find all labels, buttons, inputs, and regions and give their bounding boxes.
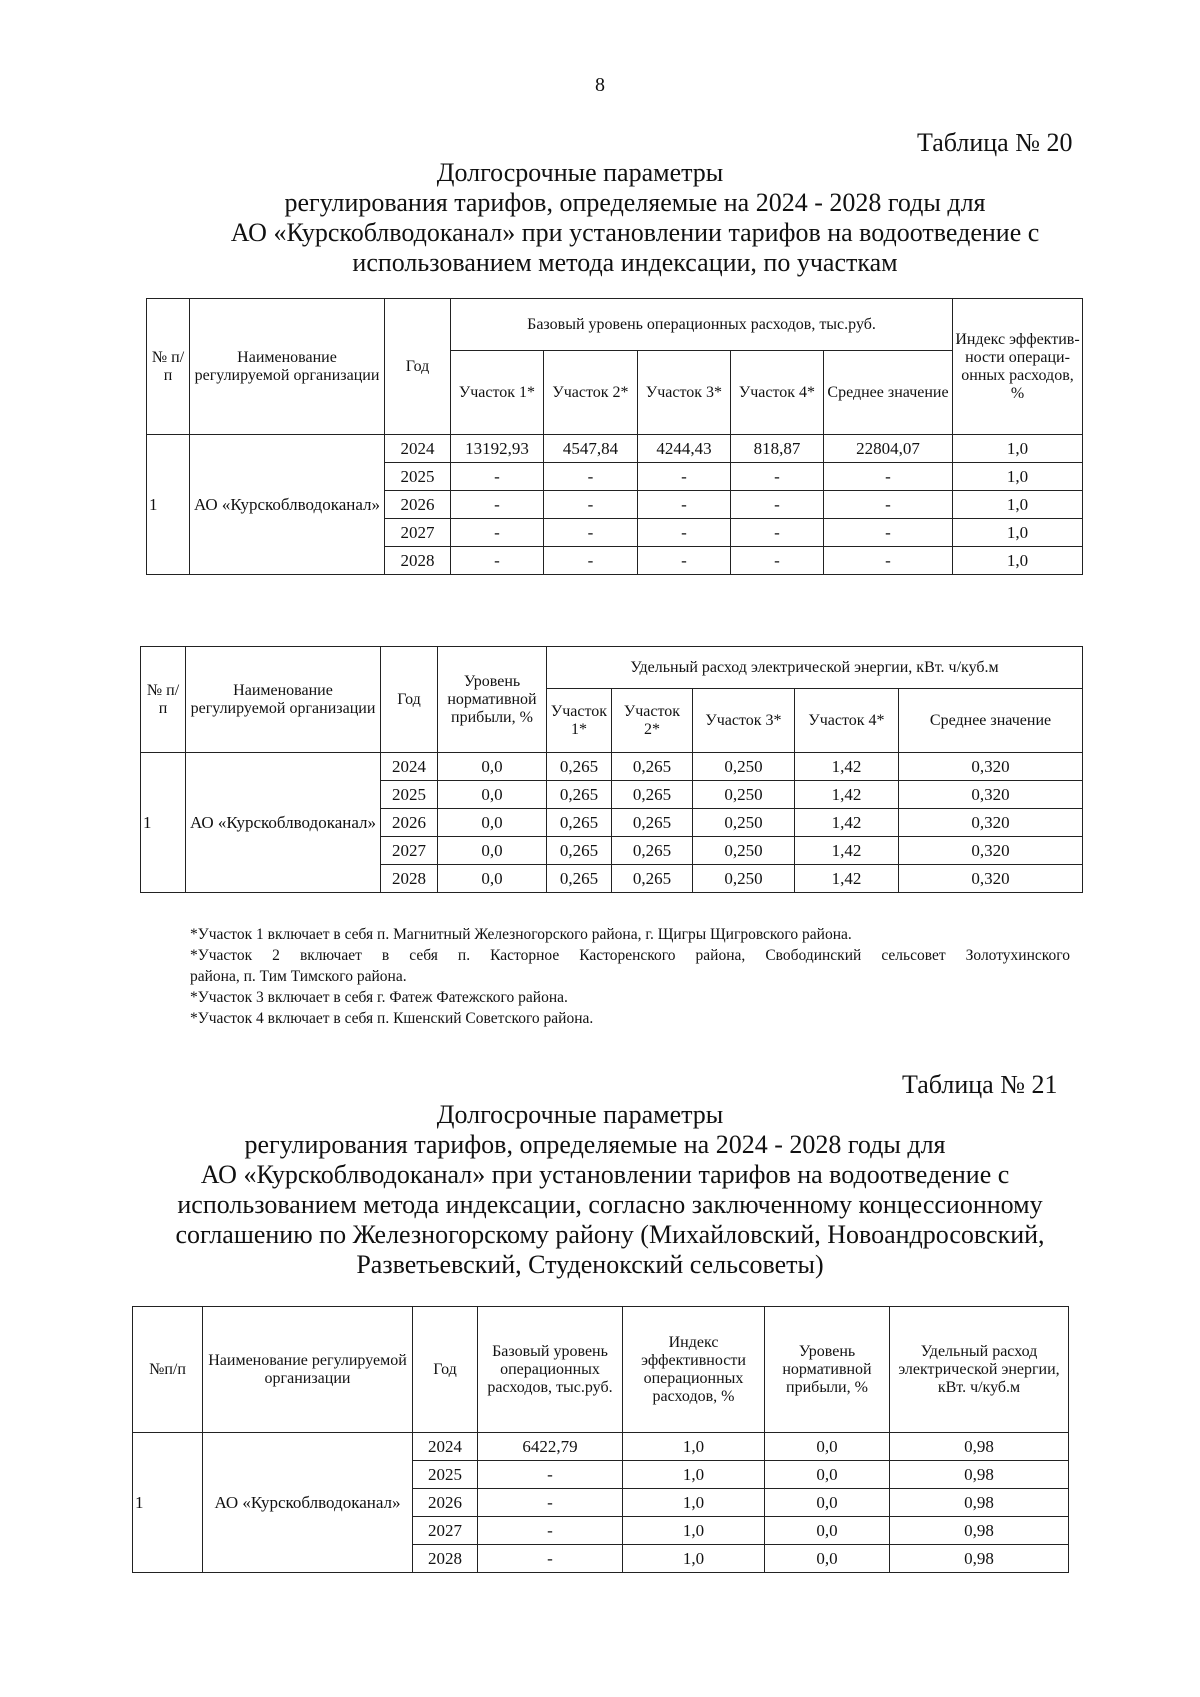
index-cell: 1,0 (953, 463, 1083, 491)
header-site-1: Участок 1* (547, 689, 612, 753)
year-cell: 2024 (385, 435, 451, 463)
value-cell: 818,87 (731, 435, 824, 463)
value-cell: 0,265 (612, 837, 693, 865)
energy-cell: 0,98 (890, 1461, 1069, 1489)
header-year: Год (381, 647, 438, 753)
value-cell: - (451, 519, 544, 547)
profit-cell: 0,0 (438, 781, 547, 809)
table-20-profit-energy (140, 646, 1083, 893)
energy-cell: 0,98 (890, 1489, 1069, 1517)
profit-cell: 0,0 (438, 837, 547, 865)
index-cell: 1,0 (953, 519, 1083, 547)
title-line: АО «Курскоблводоканал» при установлении тарифов на водоотведение с (230, 218, 1040, 247)
year-cell: 2026 (381, 809, 438, 837)
value-cell: - (638, 547, 731, 575)
value-cell: 1,42 (795, 809, 899, 837)
profit-cell: 0,0 (765, 1433, 890, 1461)
base-cell: - (478, 1545, 623, 1573)
value-cell: - (638, 491, 731, 519)
index-cell: 1,0 (623, 1489, 765, 1517)
value-cell: 0,265 (612, 865, 693, 893)
header-site-1: Участок 1* (451, 351, 544, 435)
value-cell: 0,250 (693, 753, 795, 781)
header-year: Год (385, 299, 451, 435)
value-cell: - (824, 547, 953, 575)
year-cell: 2027 (385, 519, 451, 547)
header-org: Наименование регулируемой организации (203, 1307, 413, 1433)
header-year: Год (413, 1307, 478, 1433)
header-site-2: Участок 2* (544, 351, 638, 435)
year-cell: 2025 (381, 781, 438, 809)
title-line: Долгосрочные параметры (436, 158, 724, 187)
value-cell: 4244,43 (638, 435, 731, 463)
footnote-3: *Участок 3 включает в себя г. Фатеж Фатежского района. (190, 989, 568, 1006)
profit-cell: 0,0 (438, 809, 547, 837)
title-line: АО «Курскоблводоканал» при установлении тарифов на водоотведение с (200, 1160, 1010, 1189)
base-cell: - (478, 1517, 623, 1545)
value-cell: 1,42 (795, 753, 899, 781)
index-cell: 1,0 (953, 547, 1083, 575)
footnote-2: *Участок 2 включает в себя п. Касторное Касторенского района, Свободинский сельсовет Золотухинского (190, 947, 1070, 964)
year-cell: 2026 (413, 1489, 478, 1517)
value-cell: 0,265 (547, 781, 612, 809)
year-cell: 2027 (413, 1517, 478, 1545)
index-cell: 1,0 (623, 1545, 765, 1573)
value-cell: 0,320 (899, 865, 1083, 893)
energy-cell: 0,98 (890, 1517, 1069, 1545)
table-20-title (140, 158, 1100, 278)
index-cell: 1,0 (953, 491, 1083, 519)
value-cell: - (544, 463, 638, 491)
value-cell: - (544, 519, 638, 547)
value-cell: - (824, 491, 953, 519)
value-cell: - (824, 519, 953, 547)
header-site-3: Участок 3* (693, 689, 795, 753)
value-cell: 1,42 (795, 837, 899, 865)
header-energy: Удельный расход электрической энергии, кВт. ч/куб.м (547, 647, 1083, 689)
energy-cell: 0,98 (890, 1433, 1069, 1461)
year-cell: 2024 (381, 753, 438, 781)
value-cell: - (638, 519, 731, 547)
header-org: Наименование регулируемой организации (186, 647, 381, 753)
value-cell: - (731, 463, 824, 491)
profit-cell: 0,0 (438, 865, 547, 893)
year-cell: 2027 (381, 837, 438, 865)
header-num: № п/п (147, 299, 190, 435)
year-cell: 2028 (385, 547, 451, 575)
header-profit: Уровень нормативной прибыли, % (438, 647, 547, 753)
profit-cell: 0,0 (438, 753, 547, 781)
header-num: № п/п (141, 647, 186, 753)
row-num: 1 (141, 753, 186, 893)
table-20-base-costs (146, 298, 1083, 575)
title-line: Разветьевский, Студенокский сельсоветы) (356, 1250, 824, 1279)
year-cell: 2026 (385, 491, 451, 519)
value-cell: 0,265 (612, 781, 693, 809)
profit-cell: 0,0 (765, 1461, 890, 1489)
value-cell: 0,265 (547, 865, 612, 893)
table-21-label: Таблица № 21 (902, 1070, 1058, 1099)
index-cell: 1,0 (953, 435, 1083, 463)
header-site-3: Участок 3* (638, 351, 731, 435)
value-cell: - (544, 547, 638, 575)
year-cell: 2024 (413, 1433, 478, 1461)
year-cell: 2028 (413, 1545, 478, 1573)
header-base-costs: Базовый уровень операционных расходов, тыс.руб. (451, 299, 953, 351)
value-cell: 0,265 (612, 753, 693, 781)
header-num: №п/п (133, 1307, 203, 1433)
table-row (147, 435, 1083, 463)
value-cell: - (731, 547, 824, 575)
value-cell: 0,250 (693, 865, 795, 893)
header-energy: Удельный расход электрической энергии, кВт. ч/куб.м (890, 1307, 1069, 1433)
value-cell: - (731, 519, 824, 547)
header-average: Среднее значение (824, 351, 953, 435)
table-21 (132, 1306, 1069, 1573)
footnote-2-cont: района, п. Тим Тимского района. (190, 968, 407, 985)
value-cell: 22804,07 (824, 435, 953, 463)
profit-cell: 0,0 (765, 1517, 890, 1545)
value-cell: - (544, 491, 638, 519)
value-cell: - (451, 463, 544, 491)
title-line: регулирования тарифов, определяемые на 2024 - 2028 годы для (244, 1130, 946, 1159)
table-20-label: Таблица № 20 (917, 128, 1073, 157)
value-cell: 1,42 (795, 781, 899, 809)
base-cell: - (478, 1489, 623, 1517)
index-cell: 1,0 (623, 1433, 765, 1461)
value-cell: - (638, 463, 731, 491)
value-cell: 0,265 (547, 753, 612, 781)
year-cell: 2025 (385, 463, 451, 491)
base-cell: 6422,79 (478, 1433, 623, 1461)
row-num: 1 (147, 435, 190, 575)
profit-cell: 0,0 (765, 1489, 890, 1517)
title-line: регулирования тарифов, определяемые на 2024 - 2028 годы для (284, 188, 986, 217)
energy-cell: 0,98 (890, 1545, 1069, 1573)
year-cell: 2028 (381, 865, 438, 893)
header-profit: Уровень нормативной прибыли, % (765, 1307, 890, 1433)
table-row (141, 753, 1083, 781)
value-cell: 0,265 (612, 809, 693, 837)
header-base-costs: Базовый уровень операционных расходов, тыс.руб. (478, 1307, 623, 1433)
row-num: 1 (133, 1433, 203, 1573)
value-cell: - (824, 463, 953, 491)
header-site-2: Участок 2* (612, 689, 693, 753)
row-org: АО «Курскоблводоканал» (190, 435, 385, 575)
title-line: Долгосрочные параметры (436, 1100, 724, 1129)
footnote-1: *Участок 1 включает в себя п. Магнитный Железногорского района, г. Щигры Щигровского района. (190, 926, 852, 943)
base-cell: - (478, 1461, 623, 1489)
value-cell: - (451, 547, 544, 575)
value-cell: - (731, 491, 824, 519)
value-cell: 13192,93 (451, 435, 544, 463)
value-cell: 0,250 (693, 837, 795, 865)
table-21-title (140, 1100, 1080, 1280)
value-cell: 1,42 (795, 865, 899, 893)
title-line: использованием метода индексации, согласно заключенному концессионному (177, 1190, 1043, 1219)
header-efficiency-index: Индекс эффективности операционных расходов, % (623, 1307, 765, 1433)
page-number: 8 (595, 74, 605, 96)
value-cell: 0,265 (547, 809, 612, 837)
value-cell: 4547,84 (544, 435, 638, 463)
value-cell: 0,265 (547, 837, 612, 865)
row-org: АО «Курскоблводоканал» (203, 1433, 413, 1573)
value-cell: 0,320 (899, 781, 1083, 809)
index-cell: 1,0 (623, 1517, 765, 1545)
header-efficiency-index: Индекс эффектив-ности операци-онных расходов, % (953, 299, 1083, 435)
value-cell: 0,320 (899, 809, 1083, 837)
header-average: Среднее значение (899, 689, 1083, 753)
header-org: Наименование регулируемой организации (190, 299, 385, 435)
value-cell: 0,250 (693, 809, 795, 837)
footnotes (190, 924, 1070, 1029)
profit-cell: 0,0 (765, 1545, 890, 1573)
value-cell: - (451, 491, 544, 519)
title-line: использованием метода индексации, по участкам (352, 248, 898, 277)
index-cell: 1,0 (623, 1461, 765, 1489)
value-cell: 0,320 (899, 753, 1083, 781)
table-row (133, 1433, 1069, 1461)
year-cell: 2025 (413, 1461, 478, 1489)
value-cell: 0,320 (899, 837, 1083, 865)
header-site-4: Участок 4* (731, 351, 824, 435)
value-cell: 0,250 (693, 781, 795, 809)
header-site-4: Участок 4* (795, 689, 899, 753)
footnote-4: *Участок 4 включает в себя п. Кшенский Советского района. (190, 1010, 594, 1027)
title-line: соглашению по Железногорскому району (Михайловский, Новоандросовский, (175, 1220, 1045, 1249)
row-org: АО «Курскоблводоканал» (186, 753, 381, 893)
